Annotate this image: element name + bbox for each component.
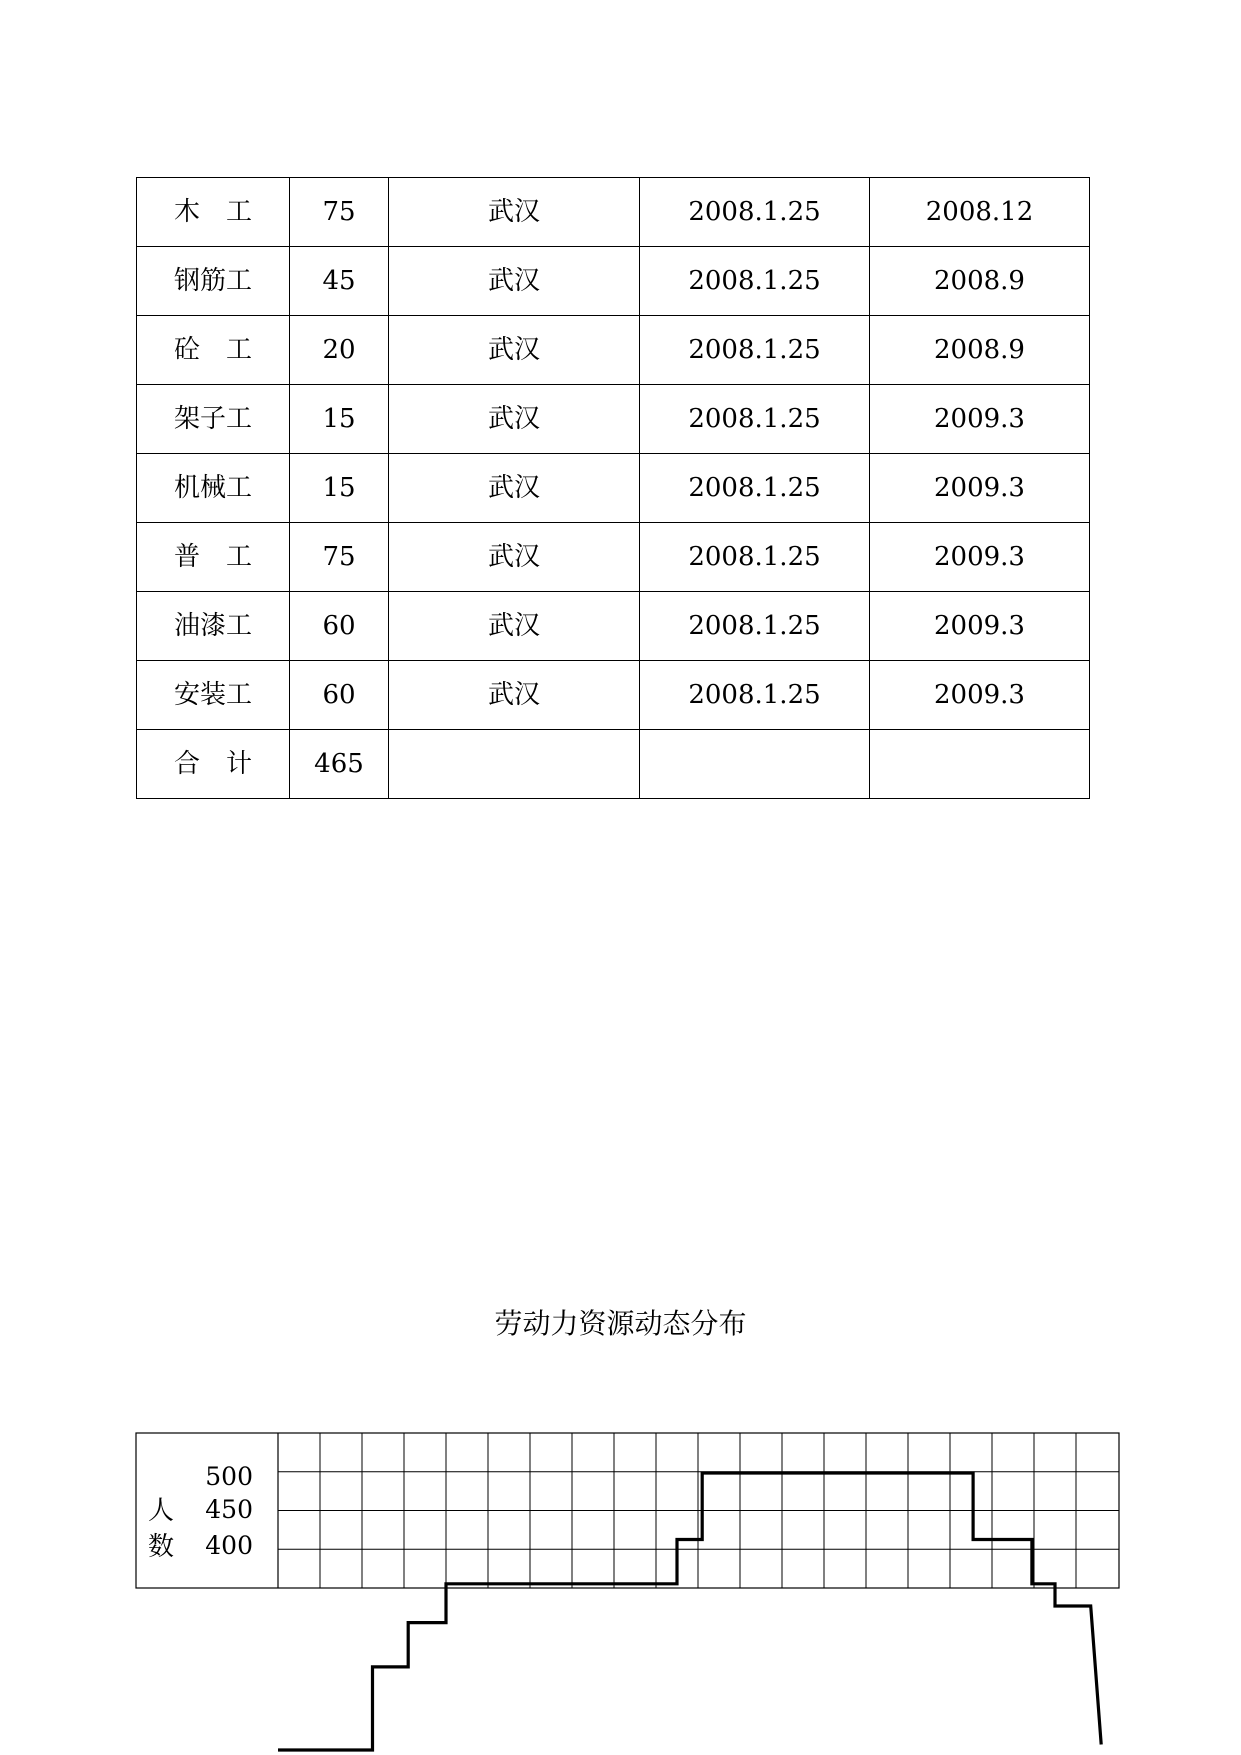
cell-start: 2008.1.25: [640, 592, 870, 661]
cell-place: 武汉: [389, 178, 640, 247]
cell-trade: 普 工: [137, 523, 290, 592]
cell-start: 2008.1.25: [640, 661, 870, 730]
cell-count: 15: [290, 385, 389, 454]
cell-place: 武汉: [389, 247, 640, 316]
cell-place: 武汉: [389, 523, 640, 592]
total-label: 合 计: [137, 730, 290, 799]
cell-start: 2008.1.25: [640, 454, 870, 523]
cell-trade: 架子工: [137, 385, 290, 454]
cell-count: 60: [290, 592, 389, 661]
cell-end: 2009.3: [870, 454, 1090, 523]
cell-place: 武汉: [389, 385, 640, 454]
series-line: [278, 1473, 1101, 1750]
y-tick-label: 450: [205, 1495, 253, 1524]
cell-end: 2008.12: [870, 178, 1090, 247]
cell-trade: 砼 工: [137, 316, 290, 385]
cell-trade: 安装工: [137, 661, 290, 730]
y-tick-label: 500: [205, 1462, 253, 1491]
cell-start: 2008.1.25: [640, 316, 870, 385]
ylabel-char-1: 人: [148, 1496, 175, 1526]
cell-place: 武汉: [389, 661, 640, 730]
y-tick-label: 400: [205, 1531, 253, 1560]
cell-place: 武汉: [389, 316, 640, 385]
ylabel-char-2: 数: [148, 1532, 175, 1562]
cell-count: 75: [290, 178, 389, 247]
cell-end: 2008.9: [870, 316, 1090, 385]
y-tick-labels: [205, 1462, 253, 1560]
cell-trade: 钢筋工: [137, 247, 290, 316]
series-group: [278, 1473, 1101, 1750]
cell-end: 2008.9: [870, 247, 1090, 316]
chart-title: 劳动力资源动态分布: [494, 1307, 747, 1340]
cell-end: 2009.3: [870, 523, 1090, 592]
cell-end: 2009.3: [870, 592, 1090, 661]
cell-trade: 油漆工: [137, 592, 290, 661]
total-count: 465: [290, 730, 389, 799]
cell-end: 2009.3: [870, 661, 1090, 730]
cell-start: 2008.1.25: [640, 523, 870, 592]
cell-count: 75: [290, 523, 389, 592]
cell-trade: 木 工: [137, 178, 290, 247]
cell-place: 武汉: [389, 454, 640, 523]
cell-start: 2008.1.25: [640, 385, 870, 454]
cell-count: 60: [290, 661, 389, 730]
cell-start: 2008.1.25: [640, 247, 870, 316]
cell-count: 45: [290, 247, 389, 316]
cell-count: 20: [290, 316, 389, 385]
cell-place: 武汉: [389, 592, 640, 661]
cell-count: 15: [290, 454, 389, 523]
cell-start: 2008.1.25: [640, 178, 870, 247]
cell-end: 2009.3: [870, 385, 1090, 454]
cell-trade: 机械工: [137, 454, 290, 523]
